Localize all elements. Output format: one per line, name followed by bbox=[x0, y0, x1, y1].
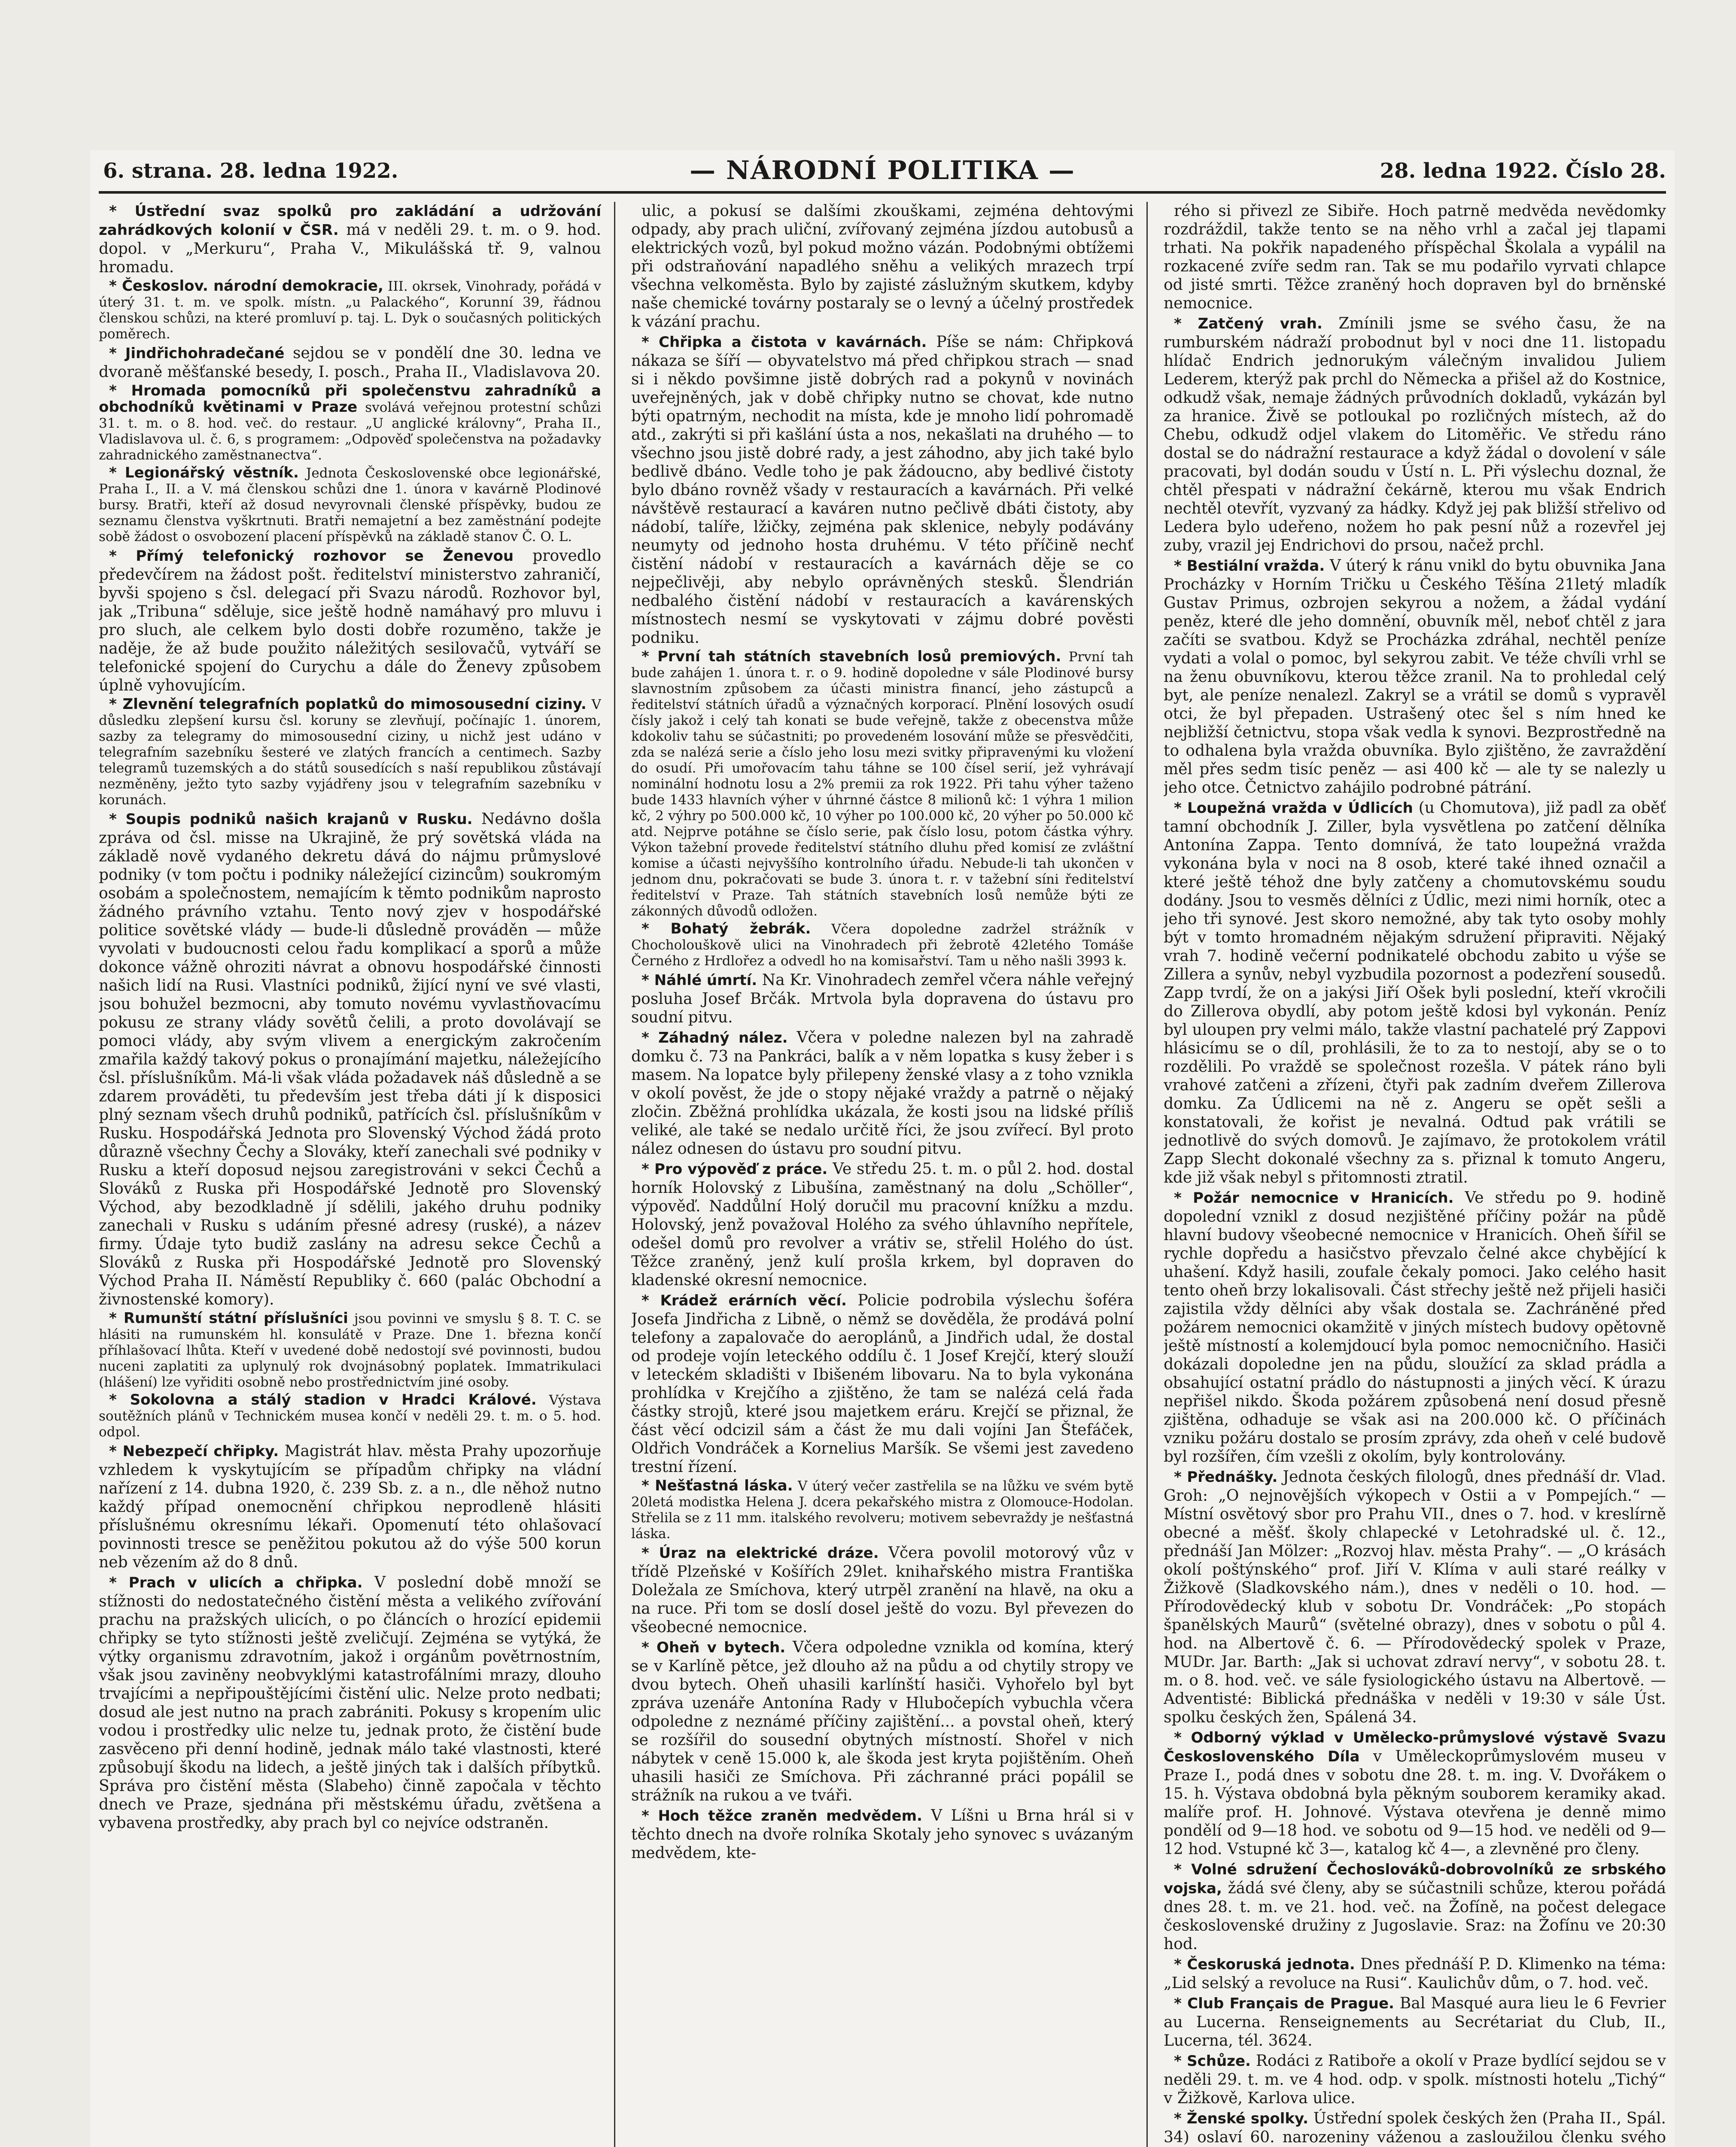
article-text: Píše se nám: Chřipková nákaza se šíří — obyvatelstvo má před chřipkou strach — snad si i někdo povšimne jistě dobrých rad a pokynů v novinách uveřejněných, jak v době chřipky nutno se chovat, kde nutno býti opatrným, nechodit na místa, kde je mnoho lidí pohromadě atd., zakrýti si při kašlání ústa a nos, nekašlati na druhého — to všechno jsou jistě dobré rady, a jest záhodno, aby jich také bylo bedlivě dbáno. Vedle toho je pak žádoucno, aby bedlivé čistoty bylo dbáno rovněž všady v restauracích a kavárnách. Při velké návštěvě restaurací a kaváren nutno pečlivě dbáti čistoty, aby nádobí, talíře, lžičky, zejména pak sklenice, nebyly podávány neumyty od jednoho hosta druhému. V této příčině nechť čistění nádobí v restauracích a kavárnách děje se co nejpečlivěji, aby nebylo oprávněných stesků. Šlendrián nedbalého čistění nádobí v restauracích a kavárenských místnostech nesmí se vyskytovati v zájmu dobré pověsti podniku. bbox=[631, 333, 1134, 647]
column-divider bbox=[614, 202, 615, 2147]
article-paragraph bbox=[1164, 1994, 1666, 2050]
article-heading: * Club Français de Prague. bbox=[1174, 1995, 1394, 2012]
article-text: svolává veřejnou protestní schůzi 31. t. m. o 8. hod. več. do restaur. „U anglické královny“, Praha II., Vladislavova ul. č. 6, s programem: „Odpověď společenstva na požadavky zahradnického zaměstnanectva“. bbox=[99, 400, 601, 463]
article-paragraph bbox=[631, 333, 1134, 647]
article-paragraph bbox=[631, 1478, 1134, 1542]
article-heading: * Krádež erárních věcí. bbox=[641, 1292, 847, 1309]
article-paragraph bbox=[99, 547, 601, 695]
article-paragraph bbox=[631, 1291, 1134, 1476]
article-paragraph bbox=[99, 810, 601, 1309]
article-text: V úterý večer zastřelila se na lůžku ve svém bytě 20letá modistka Helena J. dcera pekařského mistra z Olomouce-Hodolan. Střelila se z 11 mm. italského revolveru; motivem sebevraždy je nešťastná láska. bbox=[631, 1478, 1134, 1542]
column-divider bbox=[1146, 202, 1148, 2147]
article-paragraph bbox=[631, 1160, 1134, 1289]
article-paragraph bbox=[631, 1806, 1134, 1862]
article-paragraph bbox=[631, 649, 1134, 919]
article-paragraph bbox=[1164, 1728, 1666, 1858]
article-heading: * Loupežná vražda v Údlicích bbox=[1174, 800, 1413, 817]
article-heading: * Jindřichohradečané bbox=[109, 345, 285, 362]
article-text: V důsledku zlepšení kursu čsl. koruny se zlevňují, počínajíc 1. únorem, sazby za telegramy do mimosousední ciziny, u nichž jest udáno v telegrafním sazebníku šesteré ve zlatých francích a centimech. Sazby telegramů tuzemských a do států sousedících s naší republikou zůstávají nezměněny, ježto tyto sazby vyjádřeny jsou v telegrafním sazebníku v korunách. bbox=[99, 697, 601, 808]
column-3 bbox=[1164, 202, 1666, 2147]
article-paragraph bbox=[99, 1442, 601, 1572]
article-text: Výstava soutěžních plánů v Technickém musea končí v neděli 29. t. m. o 5. hod. odpol. bbox=[99, 1393, 601, 1440]
article-heading: * Ženské spolky. bbox=[1174, 2110, 1308, 2127]
article-heading: * Přednášky. bbox=[1174, 1469, 1278, 1486]
article-text: Ve středu 25. t. m. o půl 2. hod. dostal horník Holovský z Libušína, zaměstnaný na dolu „Schöller“, výpověď. Naddůlní Holý doručil mu pracovní knížku a mzdu. Holovský, jenž považoval Holého za svého úhlavního nepřítele, odešel domů pro revolver a vrátiv se, střelil Holého do úst. Těžce zraněný, jenž kulí prošla krkem, byl dopraven do kladenské okresní nemocnice. bbox=[631, 1160, 1134, 1289]
article-heading: * Zatčený vrah. bbox=[1174, 315, 1323, 332]
header-rule bbox=[99, 191, 1666, 194]
article-heading: * Nešťastná láska. bbox=[641, 1477, 793, 1494]
article-text: V Líšni u Brna hrál si v těchto dnech na dvoře rolníka Skotaly jeho synovec s uvázaným medvědem, kte- bbox=[631, 1807, 1134, 1862]
article-paragraph bbox=[99, 278, 601, 342]
article-text: Včera povolil motorový vůz v třídě Plzeňské v Košířích 29let. knihařského mistra Františka Doležala ze Smíchova, který utrpěl zranění na hlavě, na oku a na ruce. Při tom se doslí dosel ještě do vozu. Byl převezen do všeobecné nemocnice. bbox=[631, 1544, 1134, 1636]
header-page-date: 6. strana. 28. ledna 1922. bbox=[103, 159, 398, 183]
header-date-issue: 28. ledna 1922. Číslo 28. bbox=[1380, 159, 1666, 183]
article-text: Jednota Československé obce legionářské, Praha I., II. a V. má členskou schůzi dne 1. února v kavárně Plodinové bursy. Bratři, kteří až dosud nevyrovnali členské příspěvky, budou ze seznamu členstva vyškrtnuti. Bratři nemajetní a bez zaměstnání podejte sobě žádost o osvobození placení příspěvků na základě stanov Č. O. L. bbox=[99, 465, 601, 544]
article-text: Nedávno došla zpráva od čsl. misse na Ukrajině, že prý sovětská vláda na základě nově vydaného dekretu dává do nájmu průmyslové podniky (v tom počtu i podniky náležející cizincům) soukromým osobám a společnostem, nemajícím k těmto podnikům naprosto žádného právního vztahu. Tento nový zjev v hospodářské politice sovětské vlády — bude-li důsledně prováděn — může vyvolati v budoucnosti celou řadu komplikací a sporů a může dokonce vážně ohroziti návrat a obnovu hospodářské činnosti našich lidí na Rusi. Vlastníci podniků, žijící nyní ve své vlasti, jsou bohužel bezmocni, aby tomuto novému vyvlastňovacímu pokusu ze strany vlády sovětů čelili, a proto dovolávají se pomoci vlády, aby svým vlivem a energickým zakročením zmařila každý takový pokus o pronajímání majetku, náležejícího čsl. příslušníkům. Má-li však vláda požadavek náš důsledně a se zdarem prováděti, tu především jest třeba dáti jí k disposici plný seznam všech druhů podniků, patřících čsl. příslušníkům v Rusku. Hospodářská Jednota pro Slovenský Východ žádá proto důrazně všechny Čechy a Slováky, kteří zanechali své podniky v Rusku a kteří doposud nejsou zaregistrováni v sekci Čechů a Slováků z Ruska při Hospodářské Jednotě pro Slovenský Východ, aby bezodkladně jí sdělili, jakého druhu podniky zanechali v Rusku s udáním přesné adresy (ruské), a název firmy. Údaje tyto budiž zaslány na adresu sekce Čechů a Slováků z Ruska při Hospodářské Jednotě pro Slovenský Východ Praha II. Náměstí Republiky č. 660 (palác Obchodní a živnostenské komory). bbox=[99, 810, 601, 1308]
article-paragraph bbox=[1164, 1860, 1666, 1953]
article-paragraph bbox=[631, 1544, 1134, 1636]
article-heading: * Českoruská jednota. bbox=[1174, 1956, 1355, 1973]
article-text: rého si přivezl ze Sibiře. Hoch patrně medvěda nevědomky rozdráždil, takže tento se na něho vrhl a začal jej tlapami trhati. Na pokřik napadeného příspěchal Školala a vypálil na rozkacené zvíře sedm ran. Tak se mu podařilo vyrvati chlapce od jisté smrti. Těžce zraněný hoch dopraven byl do brněnské nemocnice. bbox=[1164, 202, 1666, 312]
article-paragraph bbox=[631, 971, 1134, 1027]
article-heading: * Prach v ulicích a chřipka. bbox=[109, 1574, 363, 1591]
article-heading: * Záhadný nález. bbox=[641, 1029, 788, 1046]
column-1 bbox=[99, 202, 601, 2147]
article-paragraph bbox=[99, 1311, 601, 1390]
article-text: provedlo předevčírem na žádost pošt. ředitelství ministerstvo zahraničí, byvši spojeno s čsl. delegací při Svazu národů. Rozhovor byl, jak „Tribuna“ sděluje, sice ještě hodně namáhavý pro mluvu i pro sluch, ale celkem bylo dosti dobře rozuměno, takže je naděje, že až bude použito náležitých sesilovačů, vytváří se telefonické spojení do Curychu a dále do Ženevy způsobem úplně vyhovujícím. bbox=[99, 547, 601, 694]
article-heading: * Náhlé úmrtí. bbox=[641, 972, 757, 989]
article-text: První tah bude zahájen 1. února t. r. o 9. hodině dopoledne v sále Plodinové bursy slavnostním způsobem za účasti ministra financí, jeho zástupců a ředitelství státních úřadů a význačných korporací. Plnění losových osudí čísly jakož i celý tah konati se bude veřejně, takže z obecenstva může kdokoliv tahu se súčastniti; po provedeném losování může se přesvědčiti, zda se nalézá serie a číslo jeho losu mezi svitky připravenými ku vložení do osudí. Při umořovacím tahu táhne se 100 čísel serií, jež vyhrávají nominální hodnotu losu a 2% premii za rok 1922. Při tahu výher taženo bude 1433 hlavních výher v úhrnné částce 8 milionů kč: 1 výhra 1 milion kč, 2 výhry po 500.000 kč, 10 výher po 100.000 kč, 20 výher po 50.000 kč atd. Nejprve potáhne se číslo serie, pak číslo losu, potom částka výhry. Výkon tažební provede ředitelství státního dluhu před komisí ze zvláštní komise a účasti nejvyššího kontrolního úřadu. Nebude-li tah ukončen v jednom dnu, pokračovati se bude 3. února t. r. v tažební síni ředitelství ředitelství v Praze. Tah státních stavebních losů nemůže býti ze zákonných důvodů odložen. bbox=[631, 649, 1134, 919]
newspaper-page bbox=[90, 150, 1675, 2147]
article-paragraph bbox=[1164, 2109, 1666, 2147]
article-paragraph bbox=[631, 1638, 1134, 1805]
article-paragraph bbox=[99, 383, 601, 463]
article-heading: * Nebezpečí chřipky. bbox=[109, 1443, 279, 1460]
article-heading: * Přímý telefonický rozhovor se Ženevou bbox=[109, 547, 514, 565]
article-text: Bal Masqué aura lieu le 6 Fevrier au Lucerna. Renseignements au Secrétariat du Club, II., Lucerna, tél. 3624. bbox=[1164, 1995, 1666, 2050]
article-heading: * První tah státních stavebních losů premiových. bbox=[641, 648, 1061, 665]
article-text: Zmínili jsme se svého času, že na rumburském nádraží probodnut byl v noci dne 11. listopadu hlídač Endrich jednorukým válečným invalidou Juliem Lederem, kterýž pak prchl do Německa a přišel až do Kostnice, odkudž však, nemaje žádných průvodních dokladů, vykázán byl za hranice. Živě se potloukal po rozličných místech, až do Chebu, odkudž odjel vlakem do Litoměřic. Ve středu ráno dostal se do nádražní restaurace a když žádal o dovolení v sále pracovati, byl dodán soudu v Ústí n. L. Při výslechu doznal, že chtěl přespati v nádražní čekárně, kterou mu však Endrich nechtěl otevřít, vyzvaný za hádky. Když jej pak bližší střelivo od Ledera bylo udeřeno, nožem ho pak pesní nůž a rozevřel jej zuby, vrazil jej Endrichovi do prsou, načež prchl. bbox=[1164, 315, 1666, 554]
article-paragraph bbox=[1164, 557, 1666, 797]
article-heading: * Pro výpověď z práce. bbox=[641, 1161, 828, 1178]
article-heading: * Oheň v bytech. bbox=[641, 1639, 786, 1656]
masthead-title: — NÁRODNÍ POLITIKA — bbox=[690, 155, 1075, 186]
article-text: Ústřední spolek českých žen (Praha II., Spál. 34) oslaví 60. narozeniny váženou a zasloužilou členku svého bbox=[1164, 2110, 1666, 2146]
article-paragraph bbox=[1164, 2052, 1666, 2107]
page-header bbox=[90, 150, 1675, 189]
article-heading: * Odborný výklad v Umělecko-průmyslové výstavě Svazu Československého Díla bbox=[1164, 1729, 1666, 1765]
article-paragraph bbox=[631, 1028, 1134, 1158]
article-text: ulic, a pokusí se dalšími zkouškami, zejména dehtovými odpady, aby prach uliční, zvířovaný zejména jízdou autobusů a elektrických vozů, byl pokud možno vázán. Podobnými obtížemi při odstraňování napadlého sněhu a velikých mrazech trpí všechna velkoměsta. Bylo by zajisté záslužným skutkem, kdyby naše chemické továrny postaraly se o levný a účelný prostředek k vázání prachu. bbox=[631, 202, 1134, 331]
article-paragraph bbox=[99, 1392, 601, 1440]
article-heading: * Chřipka a čistota v kavárnách. bbox=[641, 334, 927, 351]
article-heading: * Ústřední svaz spolků pro zakládání a udržování zahrádkových kolonií v ČSR. bbox=[99, 203, 601, 239]
article-text: Jednota českých filologů, dnes přednáší dr. Vlad. Groh: „O nejnovějších výkopech v Ostii a v Pompejích.“ — Místní osvětový sbor pro Prahu VII., dnes o 7. hod. v kreslírně obecné a měšť. školy chlapecké v Letohradské ul. č. 12., přednáší Jan Mölzer: „Rozvoj hlav. města Prahy“. — „O krásách okolí poštýnského“ prof. Jiří V. Klíma v auli staré reálky v Žižkově (Sladkovského nám.), dnes v neděli o 10. hod. — Přírodovědecký klub v sobotu Dr. Vondráček: „Po stopách španělských Maurů“ (světelné obrazy), dnes v sobotu o půl 4. hod. na Albertově č. 6. — Přírodovědecký spolek v Praze, MUDr. Jar. Barth: „Jak si uchovat zdraví nervy“, v sobotu 28. t. m. o 8. hod. več. ve sále fysiologického ústavu na Albertově. — Adventisté: Biblická přednáška v neděli v 19:30 v sále Úst. spolku českých žen, Spálená 34. bbox=[1164, 1468, 1666, 1726]
article-text: Na Kr. Vinohradech zemřel včera náhle veřejný posluha Josef Brčák. Mrtvola byla dopravena do ústavu pro soudní pitvu. bbox=[631, 971, 1134, 1026]
column-2 bbox=[631, 202, 1134, 2147]
article-heading: * Bestiální vražda. bbox=[1174, 557, 1325, 575]
article-heading: * Schůze. bbox=[1174, 2053, 1251, 2070]
article-text: Dnes přednáší P. D. Klimenko na téma: „Lid selský a revoluce na Rusi“. Kaulichův dům, o 7. hod. več. bbox=[1164, 1955, 1666, 1992]
article-heading: * Zlevnění telegrafních poplatků do mimosousední ciziny. bbox=[109, 696, 587, 713]
article-text: Policie podrobila výslechu šoféra Josefa Jindřicha z Libně, o němž se dověděla, že prodává polní telefony a zapalovače do aeroplánů, a Jindřich udal, že dostal od prodeje vojín leteckého oddílu č. 1 Josef Krejčí, který slouží v leteckém skladišti v Ibišeném libovaru. Na to byla vykonána prohlídka v Krejčího a zjištěno, že tam se nalézá celá řada částky strojů, které jsou majetkem eráru. Krejčí se přiznal, že část věcí odcizil sám a část že mu dali vojíni Jan Štefáček, Oldřich Vondráček a Kornelius Maršík. Se všemi jest zavedeno trestní řízení. bbox=[631, 1292, 1134, 1476]
article-text: V úterý k ránu vnikl do bytu obuvnika Jana Procházky v Horním Tričku u Českého Těšína 21letý mladík Gustav Primus, ozbrojen sekyrou a nožem, a žádal vydání peněz, které dle jeho domnění, obuvník měl, neboť chtěl z jara začíti se svatbou. Když se Procházka zdráhal, nechtěl peníze vydati a volal o pomoc, byl sekyrou zabit. Ve téže chvíli vrhl se na ženu obuvníkovu, kterou těžce zranil. Na to prohledal celý byt, ale peníze nenalezl. Zakryl se a vrátil se domů s vypravěl otci, že byl přepaden. Ustrašený otec šel s ním hned ke nejbližší četnictvu, stopa však vedla k synovi. Bezprostředně na to odhalena byla vražda obuvníka. Bylo zjištěno, že zavraždění měl přes sedm tisíc peněz — asi 400 kč — ale ty se nalezly u jeho otce. Četnictvo zahájilo podrobné pátrání. bbox=[1164, 557, 1666, 797]
article-paragraph bbox=[1164, 314, 1666, 555]
article-text: III. okrsek, Vinohrady, pořádá v úterý 31. t. m. ve spolk. místn. „u Palackého“, Korunní 39, řádnou členskou schůzi, na které promluví p. taj. L. Dyk o současných politických poměrech. bbox=[99, 279, 601, 342]
article-paragraph bbox=[99, 696, 601, 808]
article-heading: * Bohatý žebrák. bbox=[641, 920, 811, 937]
article-paragraph bbox=[631, 202, 1134, 331]
article-text: (u Chomutova), již padl za oběť tamní obchodník J. Ziller, byla vysvětlena po zatčení dělníka Antonína Zappa. Tento domnívá, že tato loupežná vražda vykonána byla v noci na 8 osob, které také ihned označil a které ještě téhož dne byly zatčeny a chomutovskému soudu dodány. Jsou to vesměs dělníci z Údlic, mezi nimi horník, otec a jeho tři synové. Jest skoro nemožné, aby tak tyto osoby mohly být v tomto hromadném nějakým sdružení připraviti. Nějaký vrah 7. hodině večerní podnikatelé obchodu zabito u výše se Zillera a synův, nebyl vyzbudila pozornost a podezření sousedů. Zapp tvrdí, že on a jakýsi Jiří Ošek byli poslední, kteří vkročili do Zillerova obydlí, aby potom ještě kdosi byl vykonán. Peníz byl uloupen pry velmi málo, takže vlastní pachatelé prý Zappovi hlásicímu se o díl, prohlásili, že to za to nestojí, aby se o to rozdělili. Po vraždě se společnost rozešla. V pátek ráno byli vrahové zatčeni a zřízeni, čtyři pak zadním dveřem Zillerova domku. Za Údlicemi na ně z. Angeru se opět sešli a konstatovali, že kořist je nevalná. Odtud pak vrátili se jednotlivě do svých domovů. Je zajímavo, že protokolem vrátil Zapp Slecht dokonalé všechny za s. přiznal k tomuto Angeru, kde již však nebyl s přitomnosti ztratil. bbox=[1164, 799, 1666, 1186]
article-text: Rodáci z Ratiboře a okolí v Praze bydlící sejdou se v neděli 29. t. m. ve 4 hod. odp. v spolk. místnosti hotelu „Tichý“ v Žižkově, Karlova ulice. bbox=[1164, 2052, 1666, 2107]
article-paragraph bbox=[99, 1573, 601, 1832]
article-heading: * Českoslov. národní demokracie, bbox=[109, 277, 383, 295]
article-text: Ve středu po 9. hodině dopolední vznikl z dosud nezjištěné příčiny požár na půdě hlavní budovy všeobecné nemocnice v Hranicích. Oheň šířil se rychle dopředu a hasičstvo převzalo čelné akce chybějící k uhašení. Když hasili, zoufale čekaly pomoci. Jako celého hasit tento oheň brzy lokalisovali. Část střechy ještě než přijeli hasiči zajistila vždy dělníci aby však dostala se. Zachráněné před požárem nemocnici okamžitě v jiných místech budovy opětovně ještě místností a kolemjdoucí byla pomoc nemocničního. Hasiči dokázali dopoledne jen na půdu, sloužící za sklad prádla a obsahující ostatní prádlo do nástupnosti a jiných věcí. K úrazu nepřišel nikdo. Škoda požárem způsobená není dosud přesně zjištěna, odhaduje se však asi na 200.000 kč. O příčinách vzniku požáru dostalo se prosím zprávy, zda oheň v celé budově byl rozšířen, čím vzešli z okolím, byly kontrolovány. bbox=[1164, 1189, 1666, 1466]
article-text: má v neděli 29. t. m. o 9. hod. dopol. v „Merkuru“, Praha V., Mikulášská tř. 9, valnou hromadu. bbox=[99, 221, 601, 276]
article-text: Včera odpoledne vznikla od komína, který se v Karlíně pětce, jež dlouho až na půdu a od chytily stropy ve dvou bytech. Oheň uhasili karlínští hasiči. Vyhořelo byl byt zpráva uzenáře Antonína Rady v Hlubočepích vybuchla včera odpoledne z neznámé příčiny zajištění... a povstal oheň, který se rozšířil do sousední obytných místností. Shořel v nich nábytek v ceně 15.000 k, ale škoda jest kryta pojištěním. Oheň uhasili hasiči ze Smíchova. Při záchranné práci popálil se strážník na rukou a ve tváři. bbox=[631, 1639, 1134, 1804]
article-text: sejdou se v pondělí dne 30. ledna ve dvoraně měšťanské besedy, I. posch., Praha II., Vladislavova 20. bbox=[99, 344, 601, 381]
article-paragraph bbox=[99, 465, 601, 545]
article-paragraph bbox=[631, 921, 1134, 969]
article-paragraph bbox=[1164, 1189, 1666, 1466]
article-heading: * Úraz na elektrické dráze. bbox=[641, 1545, 879, 1562]
article-text: Magistrát hlav. města Prahy upozorňuje vzhledem k vyskytujícím se případům chřipky na vládní nařízení z 14. dubna 1920, č. 239 Sb. z. a n., dle něhož nutno každý případ onemocnění chřipkou neprodleně hlásiti příslušnému okresnímu lékaři. Opomenutí této ohlašovací povinnosti tresce se peněžitou pokutou až do výše 500 korun neb vězením až do 8 dnů. bbox=[99, 1442, 601, 1571]
article-heading: * Soupis podniků našich krajanů v Rusku. bbox=[109, 811, 473, 828]
article-paragraph bbox=[1164, 202, 1666, 313]
article-paragraph bbox=[1164, 799, 1666, 1187]
article-text: Včera v poledne nalezen byl na zahradě domku č. 73 na Pankráci, balík a v něm lopatka s kusy žeber i s masem. Na lopatce byly přilepeny ženské vlasy a z toho vznikla v okolí pověst, že jde o stopy nějaké vraždy a patrně o nějaký zločin. Zběžná prohlídka ukázala, že kosti jsou na lidské příliš veliké, ale také se nedalo určitě říci, že jsou zvířecí. Byl proto nález odnesen do ústavu pro soudní pitvu. bbox=[631, 1029, 1134, 1158]
article-text: v Uměleckoprůmyslovém museu v Praze I., podá dnes v sobotu dne 28. t. m. ing. V. Dvořákem o 15. h. Výstava obdobná byla pěkným souborem keramiky akad. malíře prof. H. Johnové. Výstava otevřena je denně mimo pondělí od 9—18 hod. ve sobotu od 9—15 hod. ve neděli od 9—12 hod. Vstupné kč 3—, katalog kč 4—, a zlevněné pro členy. bbox=[1164, 1748, 1666, 1858]
article-text: jsou povinni ve smyslu § 8. T. C. se hlásiti na rumunském hl. konsulátě v Praze. Dne 1. března končí příhlašovací lhůta. Kteří v uvedené době nedostojí své povinnosti, budou nuceni zaplatiti za uplynulý rok dvojnásobný poplatek. Immatrikulaci (hlášení) lze vyřiditi osobně nebo prostřednictvím jiné osoby. bbox=[99, 1311, 601, 1390]
article-heading: * Hromada pomocníků při společenstvu zahradníků a obchodníků květinami v Praze bbox=[99, 382, 601, 416]
article-text: Včera dopoledne zadržel strážník v Chocholouškově ulici na Vinohradech při žebrotě 42letého Tomáše Černého z Hrdlořez a odvedl ho na komisařství. Tam u něho našli 3993 k. bbox=[631, 921, 1134, 969]
article-paragraph bbox=[99, 202, 601, 277]
article-heading: * Rumunští státní příslušníci bbox=[109, 1310, 348, 1327]
article-paragraph bbox=[1164, 1468, 1666, 1727]
article-text: žádá své členy, aby se súčastnili schůze, kterou pořádá dnes 28. t. m. ve 21. hod. več. na Žofíně, na počest delegace československé družiny z Jugoslavie. Sraz: na Žofínu ve 20:30 hod. bbox=[1164, 1879, 1666, 1953]
article-paragraph bbox=[99, 344, 601, 381]
article-heading: * Sokolovna a stálý stadion v Hradci Králové. bbox=[109, 1391, 537, 1408]
article-heading: * Legionářský věstník. bbox=[109, 464, 299, 481]
article-heading: * Volné sdružení Čechoslováků-dobrovolníků ze srbského vojska, bbox=[1164, 1861, 1666, 1897]
article-heading: * Hoch těžce zraněn medvědem. bbox=[641, 1807, 922, 1825]
article-text: V poslední době množí se stížnosti do nedostatečného čistění města a velikého zvířování prachu na pražských ulicích, o po článcích o hrozící epidemii chřipky se tyto stížnosti ještě zveličují. Zejména se vytýká, že výtky organismu zdravotním, jakož i orgánům povětrnostním, však jsou zaviněny neobvyklými katastrofálními mrazy, dlouho trvajícími a nepřipouštějícími čistění ulic. Nelze proto nedbati; dosud ale jest nutno na prach zabrániti. Pokusy s kropením ulic vodou i prostředky ulic nelze tu, jednak proto, že čistění bude zasvěceno při denní hodině, jednak málo také vlastnosti, které způsobují škodu na lidech, a ještě jiných tak i dalších příbytků. Správa pro čistění města (Slabeho) činně započala v těchto dnech ve Praze, sjednána při městskému úřadu, zvětšena a vybavena prostředky, aby prach byl co nejvíce odstraněn. bbox=[99, 1574, 601, 1832]
article-paragraph bbox=[1164, 1955, 1666, 1992]
article-heading: * Požár nemocnice v Hranicích. bbox=[1174, 1189, 1454, 1207]
